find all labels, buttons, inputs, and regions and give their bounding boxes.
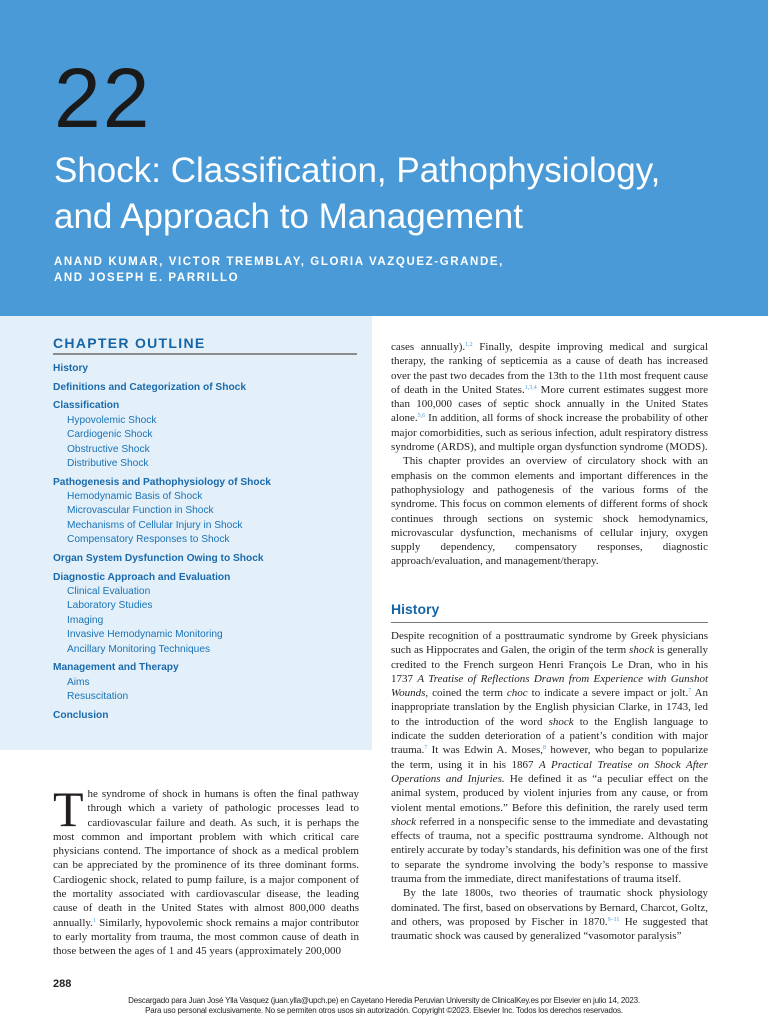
text-run: cases annually).: [391, 341, 466, 353]
citation-ref[interactable]: 7: [688, 688, 692, 695]
citation-ref[interactable]: 8: [543, 745, 547, 752]
text-run: however, who began to popularize the term, using it in his 1867: [391, 744, 708, 771]
outline-item-conclusion[interactable]: Conclusion: [53, 709, 109, 721]
outline-item-aims[interactable]: Aims: [67, 676, 90, 688]
outline-item-hemodynamic-basis-of-shock[interactable]: Hemodynamic Basis of Shock: [67, 491, 203, 503]
text-run: is generally credited to the French surgeon Henri François Le Dran, who in his 1737: [391, 644, 708, 685]
italic-book-title: A Treatise of Reflections Drawn from Experience with Gunshot Wounds,: [391, 672, 708, 700]
outline-item-obstructive-shock[interactable]: Obstructive Shock: [67, 443, 150, 455]
citation-ref[interactable]: 9–11: [607, 916, 620, 923]
intro-text-2: Similarly, hypovolemic shock remains a major contributor to early mortality from trauma, the most common cause of death in those between the ages of 1 and 45 years (approximately 200,000: [53, 916, 359, 958]
italic-book-title: A Practical Treatise on Shock After Operations and Injuries.: [391, 758, 708, 785]
italic-term: shock: [629, 644, 655, 657]
text-run: By the late 1800s, two theories of traumatic shock physiology dominated. The first, based on observations by Bernard, Charcot, Goltz, and others, was proposed by Fischer in 1870.: [391, 887, 708, 928]
citation-ref[interactable]: 5,6: [417, 413, 426, 420]
intro-text-1: he syndrome of shock in humans is often the final pathway through which a variety of pathologic processes lead to cardiovascular failure and death. As such, it is perhaps the most common and important problem with which critical care physicians contend. The importance of shock as a medical problem can be appreciated by the prominence of its three dominant forms. Cardiogenic shock, related to pump failure, is a major component of the mortality associated with cardiovascular disease, the leading cause of death in the United States with almost 800,000 deaths annually.: [53, 788, 359, 929]
history-paragraph-1: [391, 629, 708, 886]
intro-paragraph: [53, 781, 359, 959]
chapter-outline-title: CHAPTER OUTLINE: [53, 335, 206, 351]
italic-term: shock: [391, 815, 417, 828]
outline-item-history[interactable]: History: [53, 363, 89, 374]
history-section-text: [391, 629, 708, 944]
outline-item-compensatory-responses-to-shock[interactable]: Compensatory Responses to Shock: [67, 534, 230, 546]
chapter-number: 22: [54, 51, 152, 145]
italic-term: choc: [506, 687, 528, 700]
page-number: 288: [53, 978, 72, 990]
outline-item-clinical-evaluation[interactable]: Clinical Evaluation: [67, 585, 151, 597]
text-run: referred in a nonspecific sense to the immediate and devastating effects of trauma, not a specific posttrauma syndrome. Although not entirely accurate by today’s standards, his definition was one of the first to separate the syndrome involving the body’s response to massive trauma from the immediate, direct manifestations of trauma itself.: [391, 815, 708, 886]
outline-item-imaging[interactable]: Imaging: [67, 614, 104, 626]
authors-line-2: AND JOSEPH E. PARRILLO: [54, 272, 240, 284]
chapter-title: [54, 148, 754, 240]
outline-item-mechanisms-of-cellular-injury-in-shock[interactable]: Mechanisms of Cellular Injury in Shock: [67, 519, 243, 531]
history-divider: [391, 622, 708, 623]
text-run: In addition, all forms of shock increase the probability of other major comorbidities, such as serious infection, adult respiratory distress syndrome (ARDS), and multiple organ dysfunction syndrome (MODS).: [391, 412, 708, 454]
outline-item-distributive-shock[interactable]: Distributive Shock: [67, 457, 149, 469]
history-heading: History: [391, 601, 440, 617]
citation-ref[interactable]: 1,3,4: [524, 384, 537, 391]
intro-continued-paragraph: [391, 340, 708, 454]
left-column-text: [53, 781, 359, 959]
chapter-title-line-2: and Approach to Management: [54, 197, 523, 236]
text-run: coined the term: [428, 687, 507, 700]
citation-ref[interactable]: 7: [424, 745, 428, 752]
outline-divider: [53, 353, 357, 355]
outline-item-pathogenesis-and-pathophysiology-of-shock[interactable]: Pathogenesis and Pathophysiology of Shock: [53, 476, 271, 488]
text-run: More current estimates suggest more than 100,000 cases of septic shock annually in the United States alone.: [391, 383, 708, 425]
footer-line-2: Para uso personal exclusivamente. No se permiten otros usos sin autorización. Copyright ©2023. Elsevier Inc. Todos los derechos reservados.: [145, 1006, 623, 1015]
outline-item-invasive-hemodynamic-monitoring[interactable]: Invasive Hemodynamic Monitoring: [67, 629, 223, 641]
outline-item-hypovolemic-shock[interactable]: Hypovolemic Shock: [67, 414, 157, 426]
italic-term: shock: [548, 715, 574, 728]
text-run: Finally, despite improving medical and surgical therapy, the ranking of septicemia as a cause of death has increased over the past two decades from the 13th to the 11th most frequent cause of death in the United States.: [391, 341, 708, 396]
authors-line-1: ANAND KUMAR, VICTOR TREMBLAY, GLORIA VAZQUEZ-GRANDE,: [54, 256, 504, 268]
citation-ref[interactable]: 1: [92, 917, 96, 924]
footer-line-1: Descargado para Juan José Ylla Vasquez (juan.ylla@upch.pe) en Cayetano Heredia Peruvian University de ClinicalKey.es por Elsevier en julio 14, 2023.: [128, 996, 640, 1005]
overview-paragraph: This chapter provides an overview of circulatory shock with an emphasis on the common elements and important differences in the pathophysiology and pathogenesis of the various forms of the syndrome. This focus on common elements of different forms of shock continues through sections on systemic shock hemodynamics, microvascular dysfunction, mechanisms of cellular injury, oxygen supply dependency, compensatory responses, diagnostic approach/evaluation, and management/therapy.: [391, 455, 708, 568]
right-column-intro: [391, 340, 708, 569]
text-run: to indicate a severe impact or jolt.: [527, 687, 689, 700]
outline-item-microvascular-function-in-shock[interactable]: Microvascular Function in Shock: [67, 505, 214, 517]
drop-cap: T: [53, 781, 84, 837]
text-run: to the English language to indicate the sudden deterioration of a patient’s condition with major trauma.: [391, 715, 708, 757]
citation-ref[interactable]: 1,2: [465, 342, 473, 348]
text-run: He defined it as “a peculiar effect on the animal system, produced by violent injuries from any cause, or from violent mental emotions.” Before this definition, the rarely used term: [391, 772, 708, 814]
text-run: Despite recognition of a posttraumatic syndrome by Greek physicians such as Hippocrates and Galen, the origin of the term: [391, 630, 708, 657]
outline-item-organ-system-dysfunction-owing-to-shock[interactable]: Organ System Dysfunction Owing to Shock: [53, 552, 264, 564]
outline-item-definitions-and-categorization-of-shock[interactable]: Definitions and Categorization of Shock: [53, 381, 247, 393]
outline-item-cardiogenic-shock[interactable]: Cardiogenic Shock: [67, 429, 153, 441]
chapter-authors: [54, 254, 734, 286]
history-paragraph-2: [391, 886, 708, 943]
download-footer: [0, 996, 768, 1016]
text-run: He suggested that traumatic shock was caused by generalized “vasomotor paralysis”: [391, 915, 709, 943]
outline-item-diagnostic-approach-and-evaluation[interactable]: Diagnostic Approach and Evaluation: [53, 571, 231, 583]
outline-item-ancillary-monitoring-techniques[interactable]: Ancillary Monitoring Techniques: [67, 643, 211, 655]
outline-item-management-and-therapy[interactable]: Management and Therapy: [53, 662, 179, 674]
chapter-outline-list: [53, 362, 363, 723]
outline-item-resuscitation[interactable]: Resuscitation: [67, 690, 129, 702]
outline-item-laboratory-studies[interactable]: Laboratory Studies: [67, 600, 153, 612]
text-run: It was Edwin A. Moses,: [427, 744, 544, 757]
text-run: An inappropriate translation by the English physician Clarke, in 1743, led to the introduction of the word: [391, 687, 709, 728]
outline-item-classification[interactable]: Classification: [53, 400, 120, 412]
chapter-title-line-1: Shock: Classification, Pathophysiology,: [54, 151, 661, 190]
